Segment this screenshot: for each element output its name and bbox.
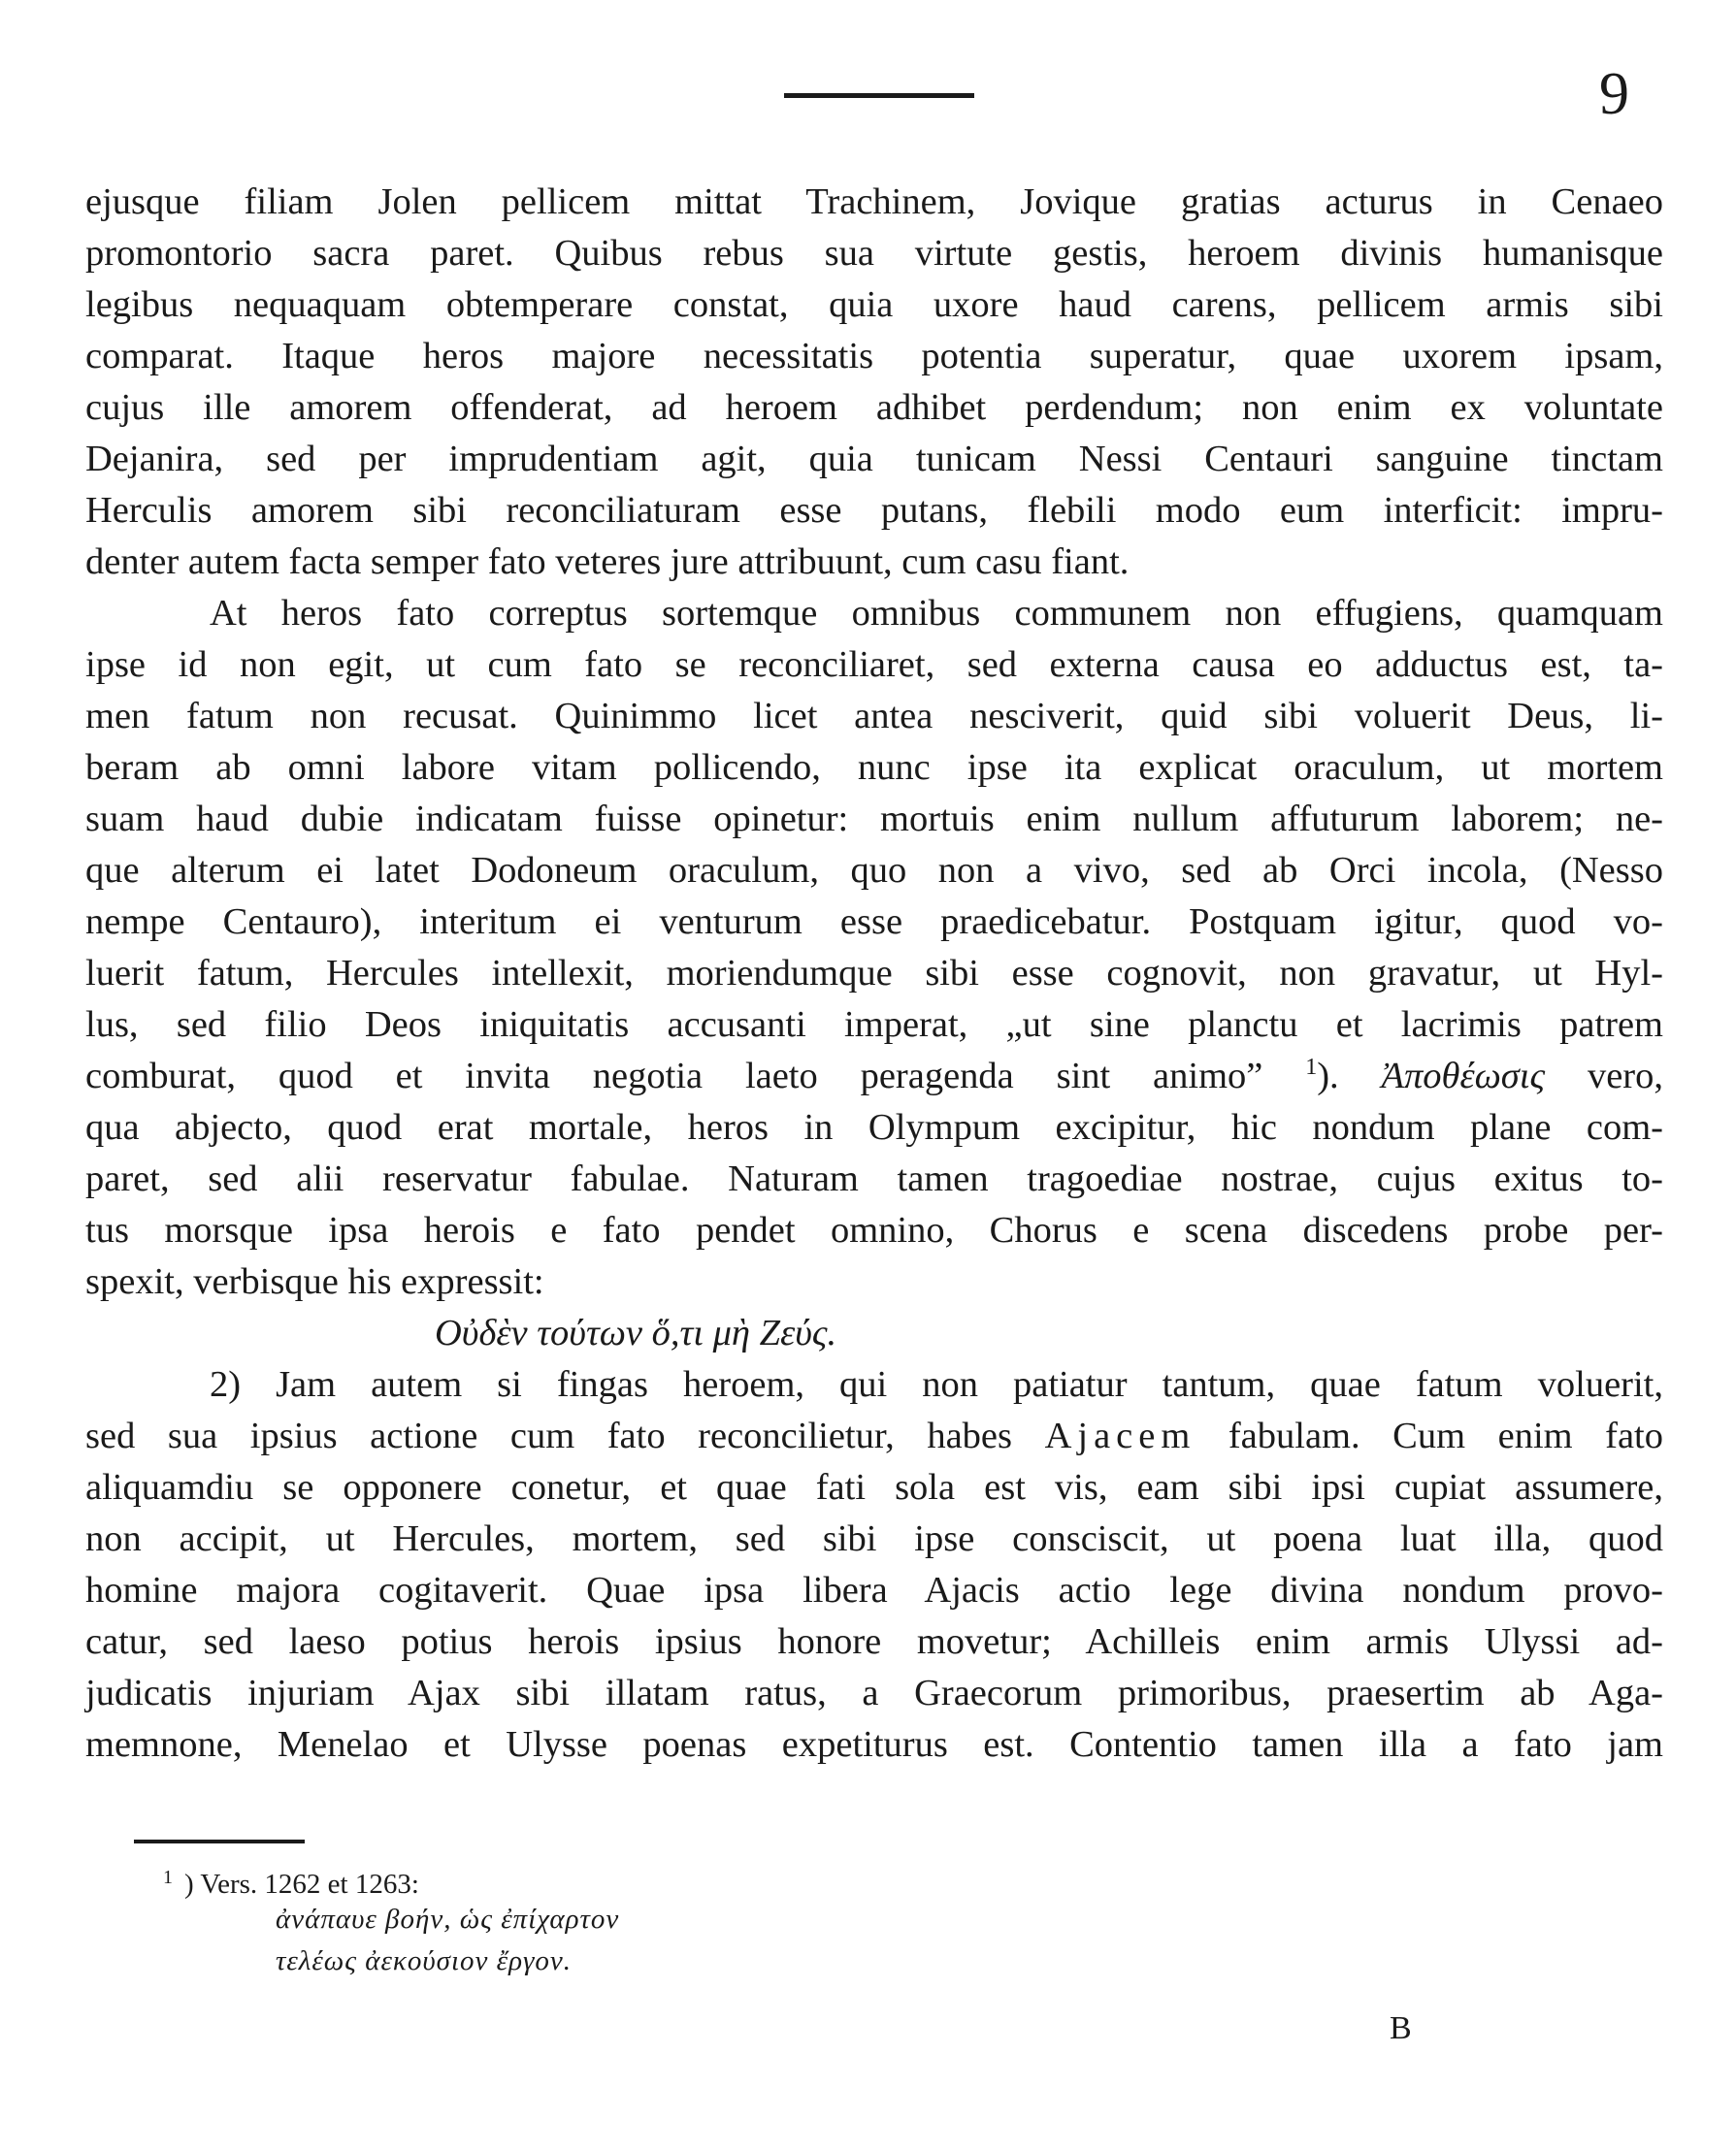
text-line: aliquamdiu se opponere conetur, et quae fati sola est vis, eam sibi ipsi cupiat assumere, xyxy=(85,1467,1663,1508)
text-line: paret, sed alii reservatur fabulae. Naturam tamen tragoediae nostrae, cujus exitus to- xyxy=(85,1158,1663,1199)
footnote-rule xyxy=(134,1840,305,1843)
text-line xyxy=(85,1411,1663,1462)
text-line: cujus ille amorem offenderat, ad heroem adhibet perdendum; non enim ex voluntate xyxy=(85,387,1663,428)
text-line: homine majora cogitaverit. Quae ipsa libera Ajacis actio lege divina nondum provo- xyxy=(85,1570,1663,1611)
main-text xyxy=(85,177,1663,1771)
text-line: judicatis injuriam Ajax sibi illatam ratus, a Graecorum primoribus, praesertim ab Aga- xyxy=(85,1673,1663,1713)
text-line: Dejanira, sed per imprudentiam agit, quia tunicam Nessi Centauri sanguine tinctam xyxy=(85,439,1663,479)
text-line: denter autem facta semper fato veteres jure attribuunt, cum casu fiant. xyxy=(85,541,1130,582)
text-line: memnone, Menelao et Ulysse poenas expetiturus est. Contentio tamen illa a fato jam xyxy=(85,1724,1663,1765)
footnote-verse: τελέως ἀεκούσιον ἔργον. xyxy=(276,1945,573,1976)
text-line: Herculis amorem sibi reconciliaturam esse putans, flebili modo eum interficit: impru- xyxy=(85,490,1663,531)
text-line: spexit, verbisque his expressit: xyxy=(85,1261,544,1302)
emphasized-title: Ajacem xyxy=(1044,1416,1196,1456)
greek-quotation: Οὐδὲν τούτων ὅ,τι μὴ Ζεύς. xyxy=(435,1313,837,1353)
text-span: sed sua ipsius actione cum fato reconcilietur, habes xyxy=(85,1416,1012,1456)
signature-mark: B xyxy=(1390,2010,1412,2046)
text-line: que alterum ei latet Dodoneum oraculum, quo non a vivo, sed ab Orci incola, (Nesso xyxy=(85,850,1663,891)
text-line-with-footnote xyxy=(85,1051,1663,1102)
footnote-text: ) Vers. 1262 et 1263: xyxy=(184,1869,419,1900)
text-line: ipse id non egit, ut cum fato se reconciliaret, sed externa causa eo adductus est, ta- xyxy=(85,644,1663,685)
header-rule xyxy=(784,93,974,98)
text-line: promontorio sacra paret. Quibus rebus sua virtute gestis, heroem divinis humanisque xyxy=(85,233,1663,274)
text-line: qua abjecto, quod erat mortale, heros in Olympum excipitur, hic nondum plane com- xyxy=(85,1107,1663,1148)
text-line: beram ab omni labore vitam pollicendo, nunc ipse ita explicat oraculum, ut mortem xyxy=(85,747,1663,788)
paragraph-start: At heros fato correptus sortemque omnibus communem non effugiens, quamquam xyxy=(210,593,1663,634)
page-number: 9 xyxy=(1599,61,1629,127)
paragraph-start: 2) Jam autem si fingas heroem, qui non patiatur tantum, quae fatum voluerit, xyxy=(210,1364,1663,1405)
text-line: non accipit, ut Hercules, mortem, sed sibi ipse consciscit, ut poena luat illa, quod xyxy=(85,1518,1663,1559)
text-line: tus morsque ipsa herois e fato pendet omnino, Chorus e scena discedens probe per- xyxy=(85,1210,1663,1251)
text-line: catur, sed laeso potius herois ipsius honore movetur; Achilleis enim armis Ulyssi ad- xyxy=(85,1621,1663,1662)
footnote-reference[interactable]: 1 xyxy=(1305,1055,1318,1080)
text-span: fabulam. Cum enim fato xyxy=(1228,1416,1664,1456)
text-line: ejusque filiam Jolen pellicem mittat Trachinem, Jovique gratias acturus in Cenaeo xyxy=(85,181,1663,222)
text-line: suam haud dubie indicatam fuisse opinetur: mortuis enim nullum affuturum laborem; ne- xyxy=(85,799,1663,839)
footnote-line xyxy=(163,1857,939,1899)
footnote xyxy=(163,1857,939,1982)
text-span: comburat, quod et invita negotia laeto peragenda sint animo” xyxy=(85,1056,1263,1096)
text-span: vero, xyxy=(1587,1056,1663,1096)
text-line: men fatum non recusat. Quinimmo licet antea nesciverit, quid sibi voluerit Deus, li- xyxy=(85,696,1663,736)
text-line: lus, sed filio Deos iniquitatis accusanti imperat, „ut sine planctu et lacrimis patrem xyxy=(85,1004,1663,1045)
footnote-marker: 1 xyxy=(163,1867,173,1888)
text-span: ). xyxy=(1317,1056,1339,1096)
greek-word: Ἀποθέωσις xyxy=(1381,1056,1546,1096)
text-line: nempe Centauro), interitum ei venturum esse praedicebatur. Postquam igitur, quod vo- xyxy=(85,901,1663,942)
text-line: luerit fatum, Hercules intellexit, moriendumque sibi esse cognovit, non gravatur, ut Hyl- xyxy=(85,953,1663,994)
text-line: comparat. Itaque heros majore necessitatis potentia superatur, quae uxorem ipsam, xyxy=(85,336,1663,376)
text-line: legibus nequaquam obtemperare constat, quia uxore haud carens, pellicem armis sibi xyxy=(85,284,1663,325)
footnote-verse: ἀνάπαυε βοήν, ὡς ἐπίχαρτον xyxy=(276,1904,620,1935)
